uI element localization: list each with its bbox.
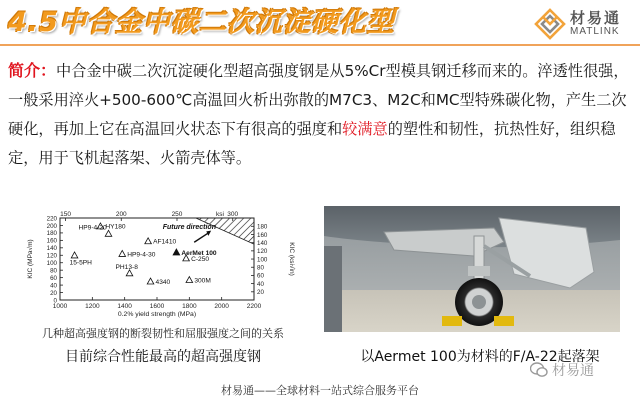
slide-header	[0, 0, 640, 46]
intro-label: 简介：	[8, 61, 57, 80]
y-tick-label: 20	[50, 289, 57, 297]
data-point-label: C-250	[191, 255, 210, 263]
y-tick-label: 100	[46, 260, 57, 268]
logo-chinese-name: 材易通	[570, 9, 622, 27]
y2-tick-label: 100	[257, 256, 268, 264]
x2-tick-label: 250	[171, 211, 183, 218]
matlink-logo	[534, 6, 634, 40]
caption-landing-gear: 以Aermet 100为材料的F/A-22起落架	[360, 349, 600, 365]
data-point-label: 4340	[155, 278, 171, 286]
data-point-marker	[186, 277, 193, 283]
x-tick-label: 1200	[85, 303, 100, 310]
y-tick-label: 200	[46, 222, 57, 230]
y-tick-label: 140	[46, 245, 57, 253]
data-point-label: PH13-8	[115, 264, 138, 272]
y2-tick-label: 160	[257, 231, 268, 239]
y2-tick-label: 180	[257, 223, 268, 231]
data-point-label: AerMet 100	[181, 249, 217, 257]
future-direction-arrow	[194, 232, 209, 242]
watermark-text: 材易通	[552, 363, 594, 379]
matlink-diamond-icon	[534, 8, 566, 40]
intro-paragraph	[8, 56, 634, 173]
y2-tick-label: 20	[257, 289, 264, 297]
y2-tick-label: 60	[257, 272, 264, 280]
y-axis-label: KIC (MPa√m)	[27, 239, 34, 279]
y-tick-label: 0	[53, 297, 57, 305]
caption-best-steel: 目前综合性能最高的超高强度钢	[65, 349, 261, 365]
data-point-marker	[119, 250, 126, 256]
y2-tick-label: 120	[257, 248, 268, 256]
x-tick-label: 2000	[214, 303, 229, 310]
data-point-marker	[147, 278, 154, 284]
footer-text: 材易通——全球材料一站式综合服务平台	[221, 384, 419, 397]
x-tick-label: 1000	[52, 303, 68, 310]
data-point-label: HY180	[105, 223, 126, 231]
y2-tick-label: 80	[257, 264, 264, 272]
x-axis-label: 0.2% yield strength (MPa)	[117, 311, 197, 318]
logo-english-name: MATLINK	[570, 26, 620, 37]
x-tick-label: 1400	[117, 303, 132, 310]
data-point-label: HP9-4-30	[127, 251, 156, 259]
data-point-marker	[71, 252, 78, 258]
y2-axis-label: KIC (ksi√in)	[288, 242, 295, 276]
data-point-label: AF1410	[153, 238, 177, 246]
header-divider	[0, 44, 640, 46]
future-direction-label: Future direction	[162, 224, 216, 232]
y2-tick-label: 140	[257, 239, 268, 247]
y-tick-label: 60	[50, 274, 57, 282]
slide-title: 4.5中合金中碳二次沉淀硬化型	[8, 7, 395, 38]
chart-caption: 几种超高强度钢的断裂韧性和屈服强度之间的关系	[42, 327, 284, 340]
data-point-marker	[145, 238, 152, 244]
intro-highlight: 较满意	[342, 120, 388, 138]
wechat-icon	[530, 362, 548, 378]
x-tick-label: 1600	[149, 303, 165, 310]
intro-text-part1: 中合金中碳二次沉淀硬化型超高强度钢是从5%Cr型模具钢迁移而来的。淬透性很强，一般采用淬火+500-600℃高温回火析出弥散的M7C3、M2C和MC型特殊碳化物，产生二次硬化，再加上它在高温回火状态下有很高的强度和	[8, 62, 629, 138]
data-point-label: 15-5PH	[69, 259, 92, 267]
y-tick-label: 160	[46, 237, 57, 245]
intro-text-part2: 的塑性和韧性，抗热性好，组织稳定，用于飞机起落架、火箭壳体等。	[8, 120, 616, 167]
y-tick-label: 120	[46, 252, 57, 260]
data-point-label: 300M	[194, 277, 211, 285]
y-tick-label: 220	[46, 215, 57, 223]
x-tick-label: 2200	[246, 303, 262, 310]
x2-axis-label: ksi	[216, 211, 224, 218]
fracture-toughness-chart	[22, 206, 302, 324]
chart-svg	[22, 206, 302, 324]
landing-gear-illustration	[324, 206, 620, 332]
data-point-label: HP9-4-20	[78, 224, 107, 232]
y-tick-label: 180	[46, 230, 57, 238]
y-tick-label: 80	[50, 267, 57, 275]
x-tick-label: 1800	[182, 303, 197, 310]
wechat-watermark	[530, 360, 636, 380]
y2-tick-label: 40	[257, 280, 264, 288]
landing-gear-photo	[324, 206, 620, 332]
x2-tick-label: 300	[227, 211, 239, 218]
data-point-marker	[173, 249, 180, 255]
y-tick-label: 40	[50, 282, 57, 290]
x2-tick-label: 200	[115, 211, 127, 218]
x2-tick-label: 150	[60, 211, 71, 218]
